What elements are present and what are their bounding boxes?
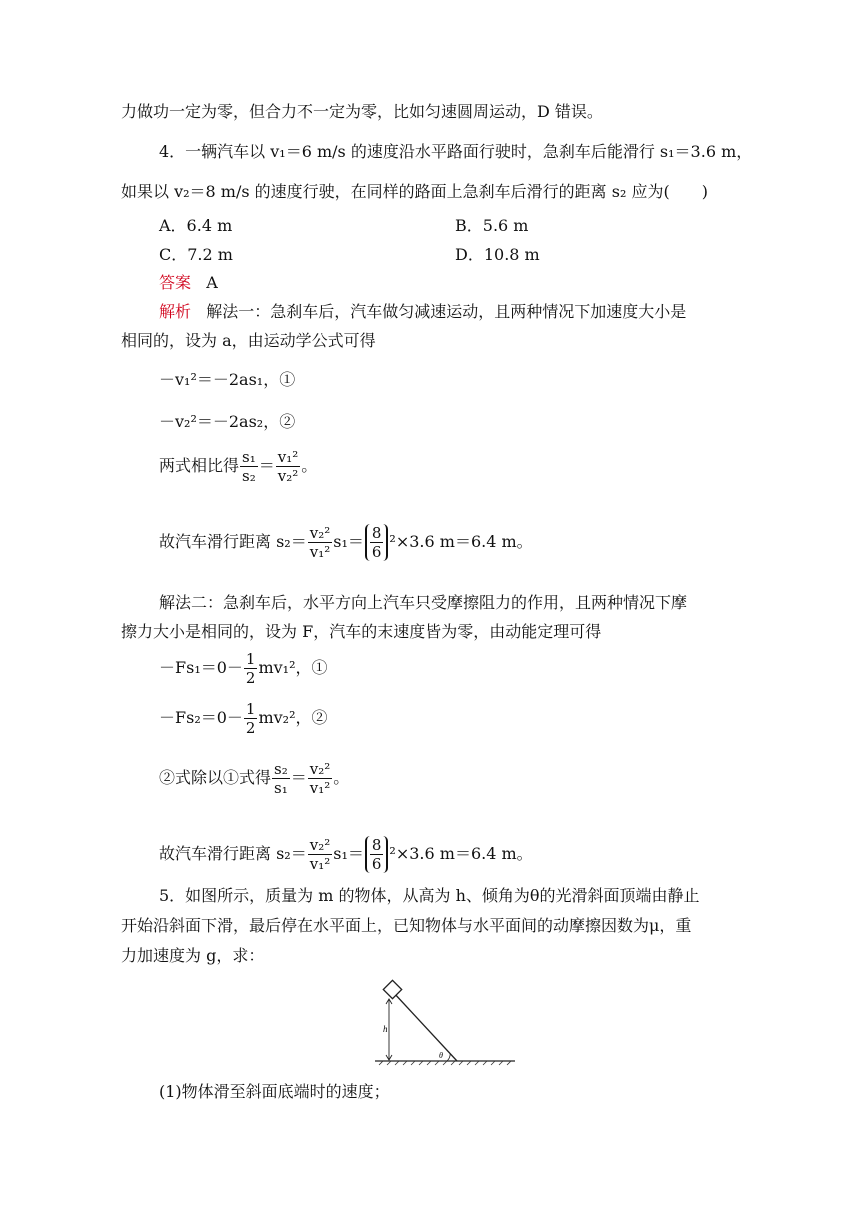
result-prefix: 故汽车滑行距离 s₂＝ <box>159 844 307 863</box>
fraction-s2-s1 <box>272 760 290 797</box>
numerator: v₂² <box>309 836 331 854</box>
analysis-line-2: 相同的，设为 a，由运动学公式可得 <box>121 331 376 350</box>
denominator: 2 <box>245 669 256 687</box>
fraction-half <box>244 700 258 737</box>
analysis-line-1 <box>159 302 686 322</box>
fraction-v1-v2 <box>276 448 301 485</box>
question-5-part-1: (1)物体滑至斜面底端时的速度； <box>159 1082 390 1101</box>
option-c: C．7.2 m <box>159 245 233 264</box>
result-equation-1: 故汽车滑行距离 s₂＝ $\frac{\text{v₂²}}{\text{v₁²}}$ s₁＝ $\frac{8}{6}$ ²×3.6 m＝6.4 m。 <box>159 524 533 561</box>
equation-3 <box>159 650 328 687</box>
fraction-half <box>244 650 258 687</box>
denominator: v₁² <box>309 855 331 873</box>
denominator: 6 <box>371 855 382 873</box>
equation-2: －v₂²＝－2as₂，② <box>159 412 296 431</box>
denominator: v₁² <box>309 779 331 797</box>
option-b: B．5.6 m <box>455 216 529 235</box>
question-5-line-1: 5．如图所示，质量为 m 的物体，从高为 h、倾角为θ的光滑斜面顶端由静止 <box>159 886 700 905</box>
angle-arc <box>447 1054 450 1061</box>
numerator: s₁ <box>242 448 256 466</box>
numerator: 1 <box>245 700 256 718</box>
numerator: 8 <box>371 836 382 854</box>
fraction-8-6 <box>370 524 384 561</box>
incline-diagram <box>369 970 523 1070</box>
numerator: v₂² <box>309 524 331 542</box>
analysis-text: 解法一：急刹车后，汽车做匀减速运动，且两种情况下加速度大小是 <box>206 302 687 321</box>
denominator: 6 <box>371 543 382 561</box>
s1-term: s₁ <box>333 532 348 551</box>
ratio-equation: 两式相比得 $\frac{\text{s₁}}{\text{s₂}}$ ＝ $\frac{\text{v₁²}}{\text{v₂²}}$ 。 <box>159 448 318 485</box>
method-2-line-2: 擦力大小是相同的，设为 F，汽车的末速度皆为零，由动能定理可得 <box>121 622 602 641</box>
fraction-s1-s2 <box>240 448 258 485</box>
result-suffix: ²×3.6 m＝6.4 m。 <box>389 532 533 551</box>
eq4-prefix: －Fs₂＝0－ <box>159 708 243 727</box>
fraction-v2-v1 <box>308 836 333 873</box>
eq4-suffix: mv₂²，② <box>258 708 328 727</box>
division-prefix: ②式除以①式得 <box>159 768 272 787</box>
question-5-line-3: 力加速度为 g，求： <box>121 946 265 965</box>
result-prefix: 故汽车滑行距离 s₂＝ <box>159 532 307 551</box>
numerator: 1 <box>245 650 256 668</box>
height-label: h <box>383 1024 388 1034</box>
theta-label: θ <box>439 1051 443 1060</box>
numerator: v₁² <box>277 448 299 466</box>
question-4-line-1: 4．一辆汽车以 v₁＝6 m/s 的速度沿水平路面行驶时，急刹车后能滑行 s₁＝3.6 m， <box>159 142 753 161</box>
question-5-line-2: 开始沿斜面下滑，最后停在水平面上，已知物体与水平面间的动摩擦因数为μ，重 <box>121 916 692 935</box>
fraction-v2-v1 <box>308 524 333 561</box>
equation-4 <box>159 700 328 737</box>
numerator: 8 <box>371 524 382 542</box>
ratio-end: 。 <box>301 456 318 475</box>
result-suffix: ²×3.6 m＝6.4 m。 <box>389 844 533 863</box>
parenthesis <box>365 836 389 873</box>
eq3-prefix: －Fs₁＝0－ <box>159 658 243 677</box>
fraction-8-6 <box>370 836 384 873</box>
parenthesis <box>365 524 389 561</box>
numerator: s₂ <box>274 760 288 778</box>
denominator: v₂² <box>277 467 299 485</box>
answer-value: A <box>206 273 218 292</box>
question-4-line-2: 如果以 v₂＝8 m/s 的速度行驶，在同样的路面上急刹车后滑行的距离 s₂ 应为( ) <box>121 182 708 201</box>
equation-1: －v₁²＝－2as₁，① <box>159 370 296 389</box>
answer-row <box>159 273 218 293</box>
block <box>383 980 401 998</box>
result-equation-2: 故汽车滑行距离 s₂＝ $\frac{\text{v₂²}}{\text{v₁²}}$ s₁＝ $\frac{8}{6}$ ²×3.6 m＝6.4 m。 <box>159 836 533 873</box>
analysis-label: 解析 <box>159 302 192 321</box>
fraction-v2-v1 <box>308 760 333 797</box>
eq3-suffix: mv₁²，① <box>258 658 328 677</box>
denominator: 2 <box>245 719 256 737</box>
numerator: v₂² <box>309 760 331 778</box>
ratio-prefix: 两式相比得 <box>159 456 240 475</box>
denominator: v₁² <box>309 543 331 561</box>
option-d: D．10.8 m <box>455 245 540 264</box>
division-equation: ②式除以①式得 $\frac{\text{s₂}}{\text{s₁}}$ ＝ $\frac{\text{v₂²}}{\text{v₁²}}$ 。 <box>159 760 350 797</box>
division-end: 。 <box>333 768 350 787</box>
text-line: 力做功一定为零，但合力不一定为零，比如匀速圆周运动，D 错误。 <box>121 102 603 121</box>
s1-term: s₁ <box>333 844 348 863</box>
incline-line <box>393 992 457 1061</box>
answer-label: 答案 <box>159 273 192 292</box>
option-a: A．6.4 m <box>159 216 233 235</box>
denominator: s₁ <box>274 779 288 797</box>
method-2-line-1: 解法二：急刹车后，水平方向上汽车只受摩擦阻力的作用，且两种情况下摩 <box>159 593 688 612</box>
denominator: s₂ <box>242 467 256 485</box>
